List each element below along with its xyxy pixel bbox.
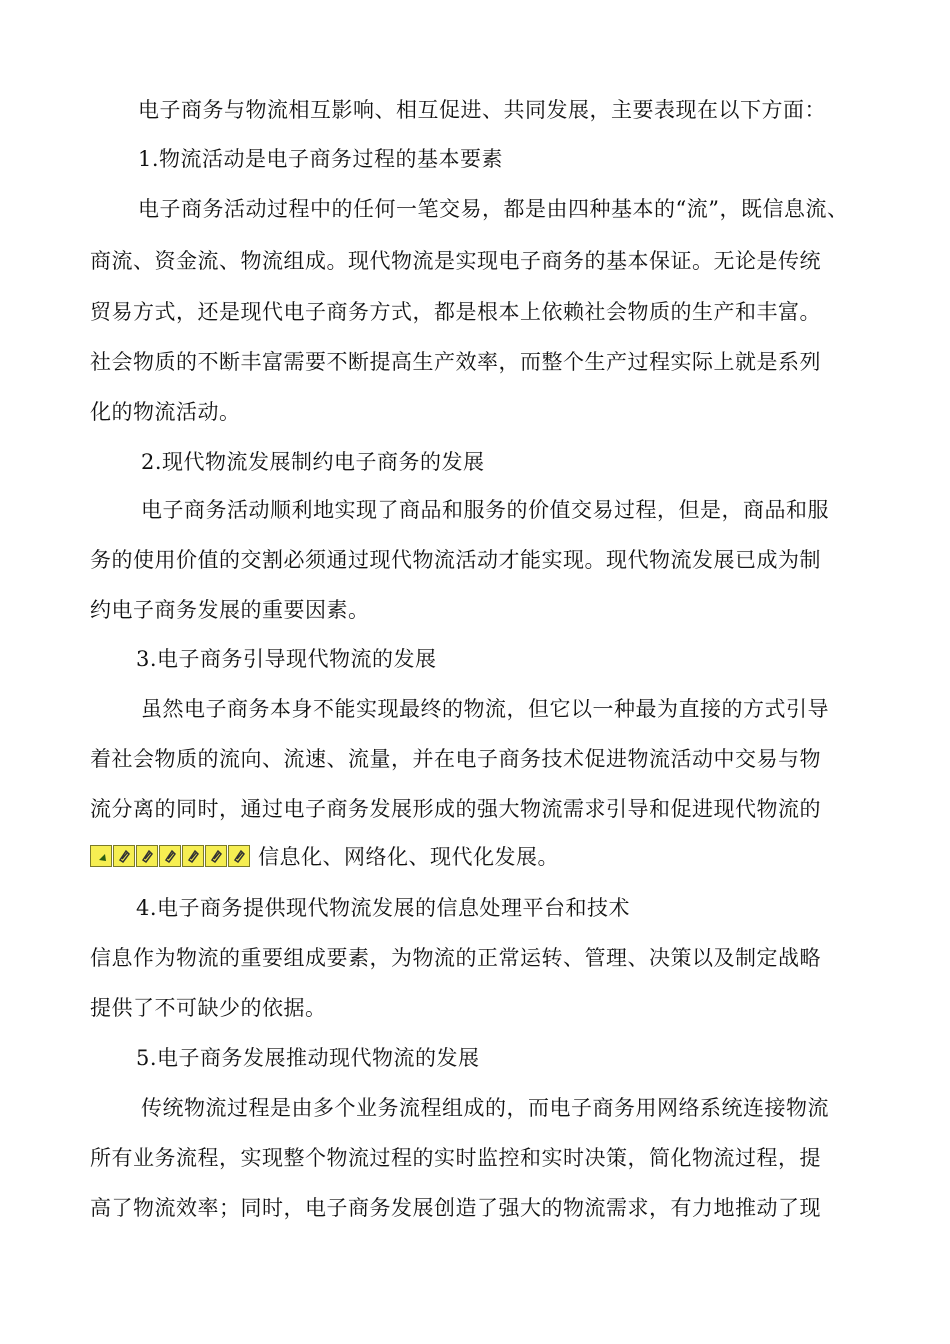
section-5-line: 传统物流过程是由多个业务流程组成的，而电子商务用网络系统连接物流 bbox=[141, 1096, 829, 1120]
section-1-line: 贸易方式，还是现代电子商务方式，都是根本上依赖社会物质的生产和丰富。 bbox=[90, 300, 821, 324]
section-1-line: 电子商务活动过程中的任何一笔交易，都是由四种基本的“流”，既信息流、 bbox=[138, 197, 849, 221]
tool-icon bbox=[90, 845, 112, 867]
tool-icon bbox=[182, 845, 204, 867]
section-3-line: 信息化、网络化、现代化发展。 bbox=[258, 845, 559, 869]
intro-paragraph: 电子商务与物流相互影响、相互促进、共同发展，主要表现在以下方面： bbox=[138, 98, 826, 122]
tool-icon bbox=[228, 845, 250, 867]
section-1-line: 社会物质的不断丰富需要不断提高生产效率，而整个生产过程实际上就是系列 bbox=[90, 350, 821, 374]
section-2-line: 电子商务活动顺利地实现了商品和服务的价值交易过程，但是，商品和服 bbox=[141, 498, 829, 522]
tool-icon bbox=[136, 845, 158, 867]
section-2-line: 务的使用价值的交割必须通过现代物流活动才能实现。现代物流发展已成为制 bbox=[90, 548, 821, 572]
section-3-line: 着社会物质的流向、流速、流量，并在电子商务技术促进物流活动中交易与物 bbox=[90, 747, 821, 771]
section-4-line: 信息作为物流的重要组成要素，为物流的正常运转、管理、决策以及制定战略 bbox=[90, 946, 821, 970]
section-4-line: 提供了不可缺少的依据。 bbox=[90, 996, 327, 1020]
section-1-line: 化的物流活动。 bbox=[90, 400, 241, 424]
section-3-heading: 3.电子商务引导现代物流的发展 bbox=[136, 647, 437, 671]
section-1-heading: 1.物流活动是电子商务过程的基本要素 bbox=[138, 147, 504, 171]
section-5-heading: 5.电子商务发展推动现代物流的发展 bbox=[136, 1046, 480, 1070]
tool-icon bbox=[159, 845, 181, 867]
section-5-line: 高了物流效率；同时，电子商务发展创造了强大的物流需求，有力地推动了现 bbox=[90, 1196, 821, 1220]
section-3-line: 虽然电子商务本身不能实现最终的物流，但它以一种最为直接的方式引导 bbox=[141, 697, 829, 721]
section-5-line: 所有业务流程，实现整个物流过程的实时监控和实时决策，简化物流过程，提 bbox=[90, 1146, 821, 1170]
section-2-line: 约电子商务发展的重要因素。 bbox=[90, 598, 370, 622]
section-2-heading: 2.现代物流发展制约电子商务的发展 bbox=[141, 450, 485, 474]
section-1-line: 商流、资金流、物流组成。现代物流是实现电子商务的基本保证。无论是传统 bbox=[90, 249, 821, 273]
tool-icon bbox=[113, 845, 135, 867]
inline-icon-strip bbox=[90, 845, 250, 869]
section-4-heading: 4.电子商务提供现代物流发展的信息处理平台和技术 bbox=[136, 896, 631, 920]
section-3-line: 流分离的同时，通过电子商务发展形成的强大物流需求引导和促进现代物流的 bbox=[90, 797, 821, 821]
tool-icon bbox=[205, 845, 227, 867]
